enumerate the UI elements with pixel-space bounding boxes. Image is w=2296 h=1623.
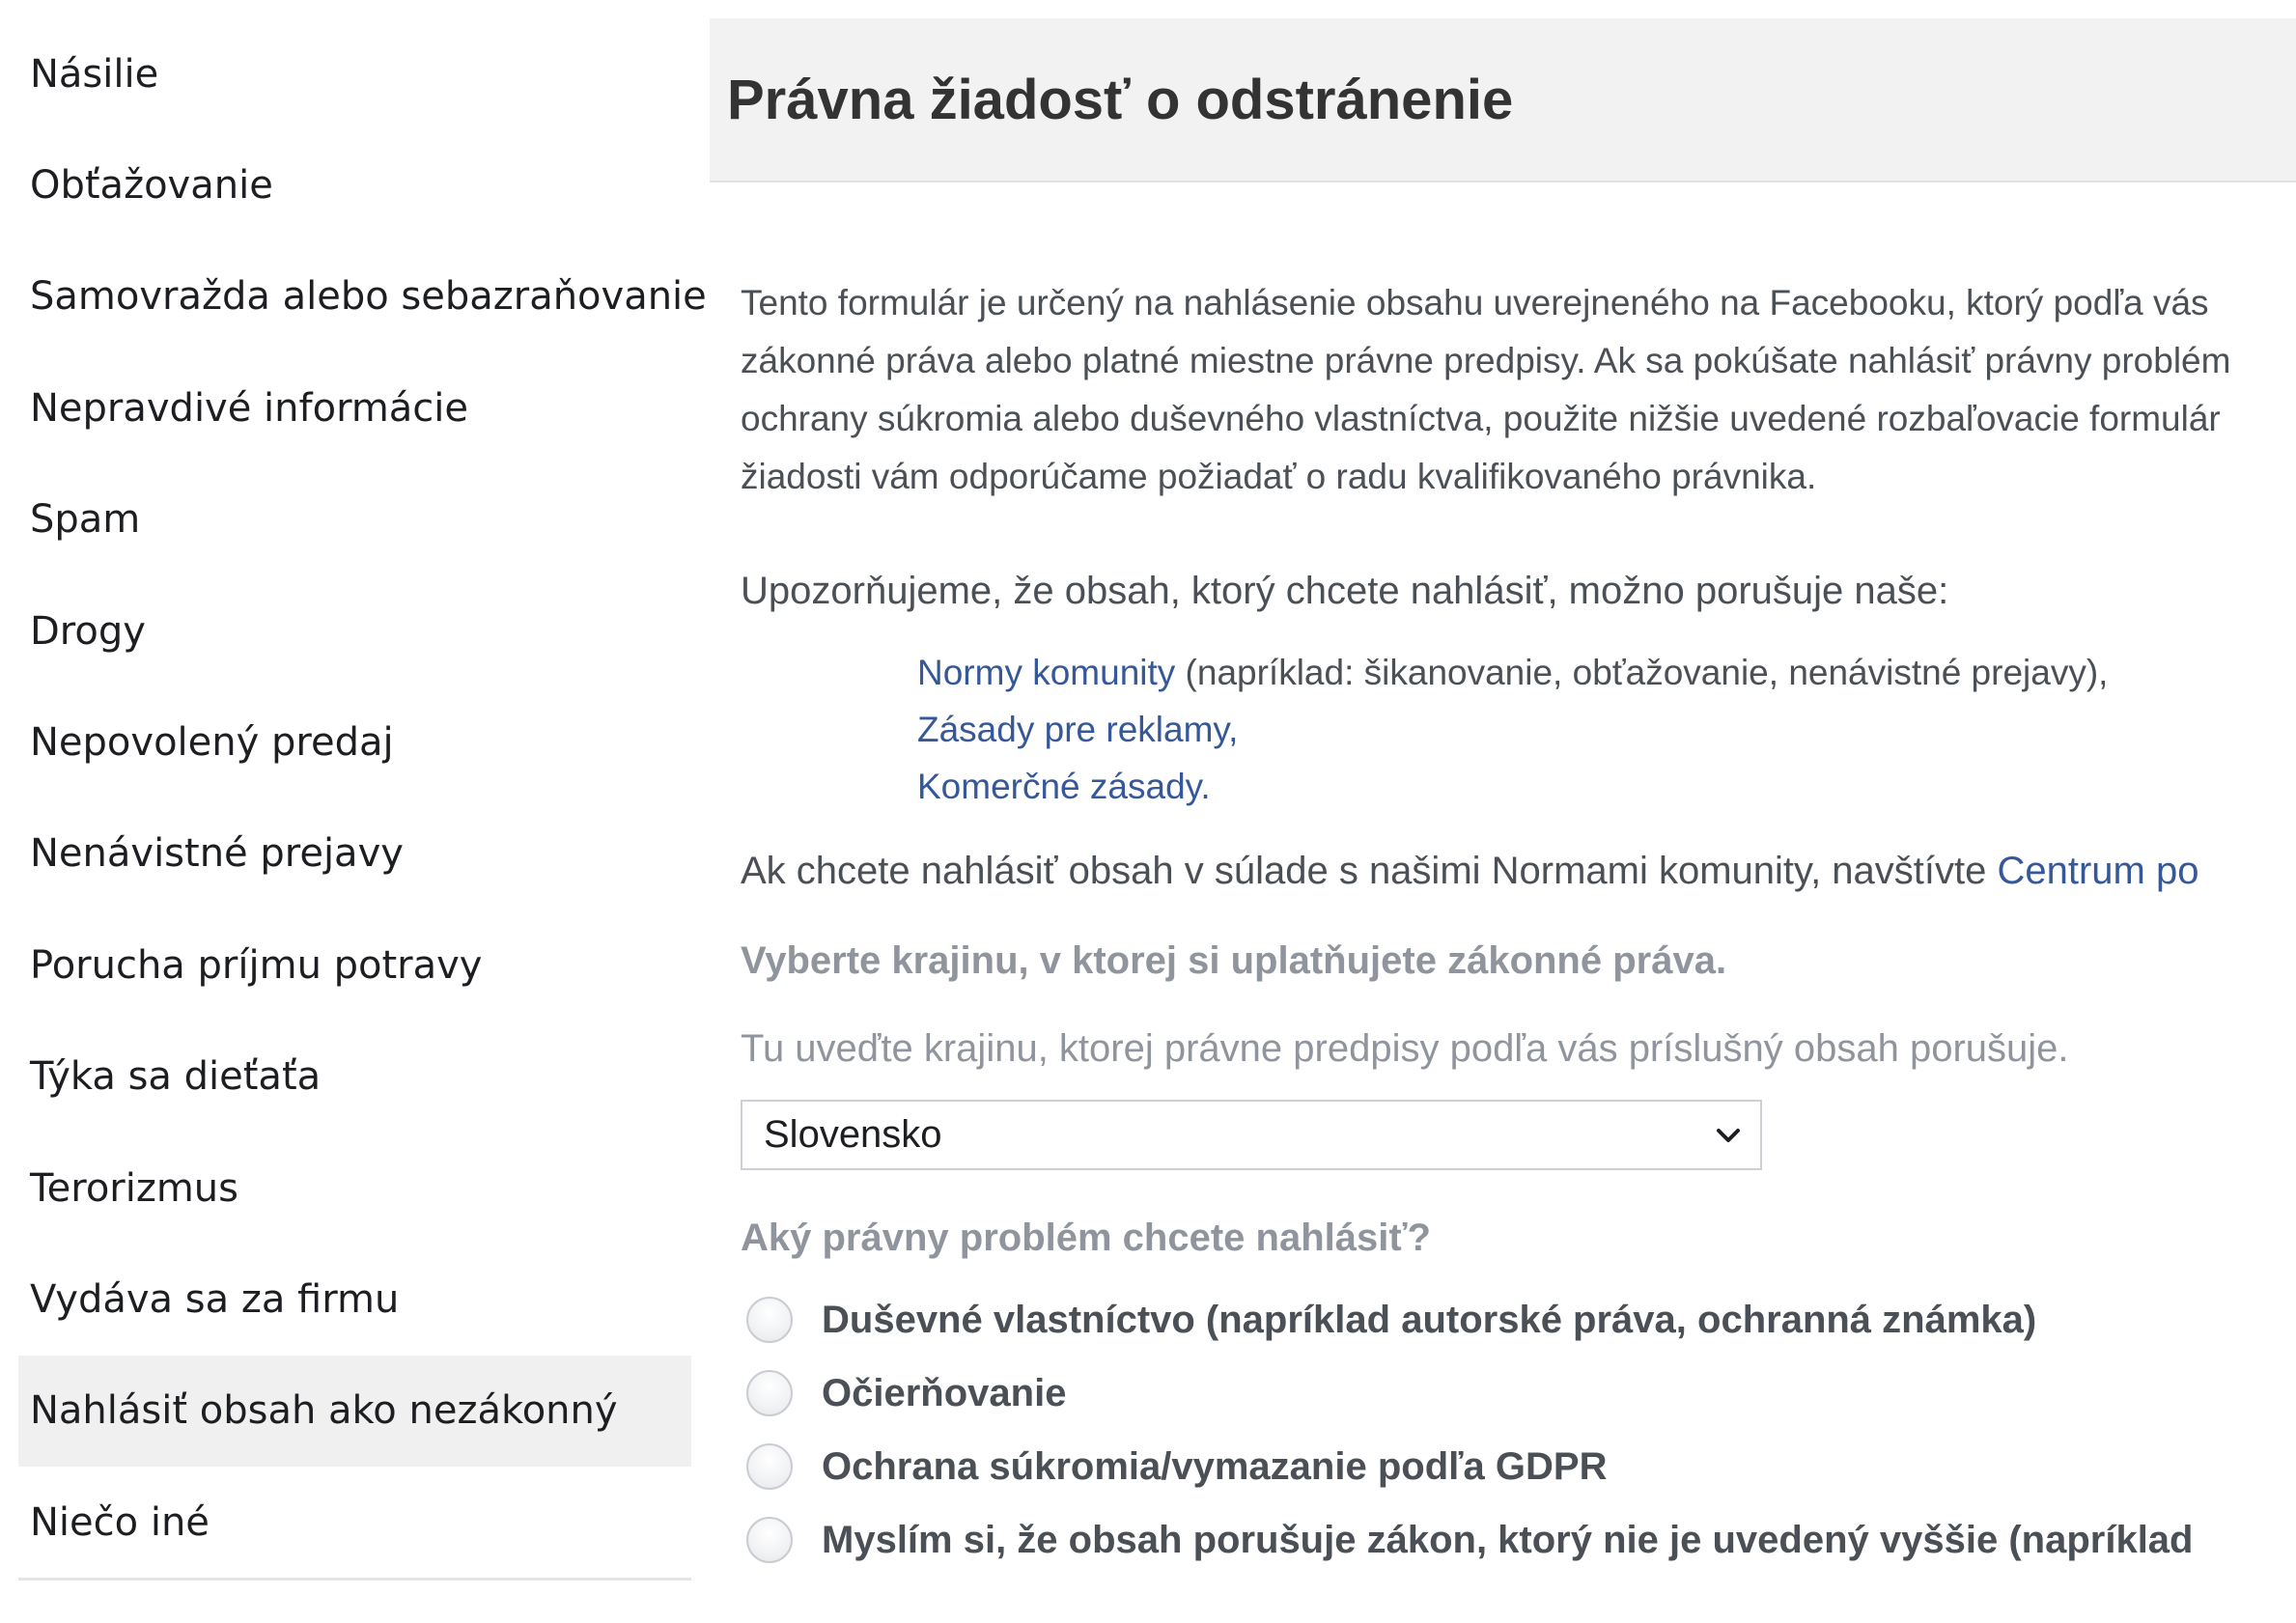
intro-line: ochrany súkromia alebo duševného vlastníctva, použite nižšie uvedené rozbaľovacie formulár — [741, 399, 2221, 438]
community-center-link[interactable]: Centrum po — [1997, 850, 2199, 892]
sidebar-item-unauthorized-sales[interactable]: Nepovolený predaj — [30, 720, 394, 766]
sidebar-item-violence[interactable]: Násilie — [30, 51, 159, 97]
intro-line: zákonné práva alebo platné miestne právne predpisy. Ak sa pokúšate nahlásiť právny problém — [741, 341, 2231, 380]
country-select-value: Slovensko — [764, 1113, 942, 1156]
ads-policy-link[interactable]: Zásady pre reklamy, — [917, 710, 1239, 749]
community-center-line — [741, 850, 2296, 893]
policy-item-commerce — [917, 758, 2296, 815]
policy-notice: Upozorňujeme, že obsah, ktorý chcete nahlásiť, možno porušuje naše: — [741, 570, 1949, 612]
policy-item-community — [917, 644, 2296, 701]
sidebar-item-something-else[interactable]: Niečo iné — [30, 1499, 210, 1545]
sidebar-item-false-information[interactable]: Nepravdivé informácie — [30, 385, 469, 431]
page-title: Právna žiadosť o odstránenie — [727, 68, 1514, 131]
sidebar-item-harassment[interactable]: Obťažovanie — [30, 163, 273, 209]
community-standards-examples: (napríklad: šikanovanie, obťažovanie, nenávistné prejavy), — [1175, 653, 2109, 692]
issue-option-label: Ochrana súkromia/vymazanie podľa GDPR — [822, 1444, 1608, 1488]
issue-option-privacy-gdpr[interactable] — [741, 1430, 2296, 1503]
policy-item-ads — [917, 701, 2296, 758]
sidebar-item-terrorism[interactable]: Terorizmus — [30, 1165, 238, 1211]
sidebar-item-spam[interactable]: Spam — [30, 497, 141, 543]
sidebar-item-self-harm[interactable]: Samovražda alebo sebazraňovanie — [30, 274, 707, 320]
sidebar-item-eating-disorder[interactable]: Porucha príjmu potravy — [30, 942, 483, 988]
form-content — [710, 274, 2296, 1577]
community-center-text: Ak chcete nahlásiť obsah v súlade s našimi Normami komunity, navštívte — [741, 850, 1998, 892]
sidebar-nav — [18, 18, 707, 1581]
issue-option-defamation[interactable] — [741, 1357, 2296, 1430]
policy-list — [741, 644, 2296, 815]
sidebar-divider — [18, 1578, 691, 1581]
radio-button[interactable] — [746, 1517, 793, 1563]
issue-option-label: Myslím si, že obsah porušuje zákon, ktorý nie je uvedený vyššie (napríklad — [822, 1518, 2194, 1561]
issue-radio-group — [741, 1283, 2296, 1577]
country-question-heading: Vyberte krajinu, v ktorej si uplatňujete zákonné práva. — [741, 939, 1727, 982]
sidebar-item-report-illegal[interactable]: Nahlásiť obsah ako nezákonný — [18, 1356, 691, 1467]
sidebar-item-child[interactable]: Týka sa dieťaťa — [30, 1054, 322, 1100]
issue-option-intellectual-property[interactable] — [741, 1283, 2296, 1357]
issue-option-label: Duševné vlastníctvo (napríklad autorské práva, ochranná známka) — [822, 1298, 2037, 1341]
commerce-policy-link[interactable]: Komerčné zásady. — [917, 767, 1211, 806]
page-header — [710, 18, 2296, 182]
issue-option-label: Očierňovanie — [822, 1371, 1067, 1414]
sidebar-item-business-impersonation[interactable]: Vydáva sa za firmu — [30, 1276, 400, 1322]
community-standards-link[interactable]: Normy komunity — [917, 653, 1176, 692]
radio-button[interactable] — [746, 1370, 793, 1416]
radio-button[interactable] — [746, 1297, 793, 1343]
main-panel — [710, 18, 2296, 1623]
intro-line: žiadosti vám odporúčame požiadať o radu kvalifikovaného právnika. — [741, 457, 1817, 496]
country-select[interactable] — [741, 1100, 1762, 1170]
intro-paragraph — [741, 274, 2296, 506]
sidebar-item-drugs[interactable]: Drogy — [30, 608, 146, 654]
intro-line: Tento formulár je určený na nahlásenie obsahu uverejneného na Facebooku, ktorý podľa vás — [741, 283, 2209, 322]
country-question-help: Tu uveďte krajinu, ktorej právne predpisy podľa vás príslušný obsah porušuje. — [741, 1027, 2069, 1070]
chevron-down-icon — [1714, 1121, 1743, 1150]
sidebar-item-hate-speech[interactable]: Nenávistné prejavy — [30, 831, 404, 877]
issue-question-heading: Aký právny problém chcete nahlásiť? — [741, 1217, 1431, 1259]
radio-button[interactable] — [746, 1443, 793, 1490]
issue-option-other-law[interactable] — [741, 1503, 2296, 1577]
